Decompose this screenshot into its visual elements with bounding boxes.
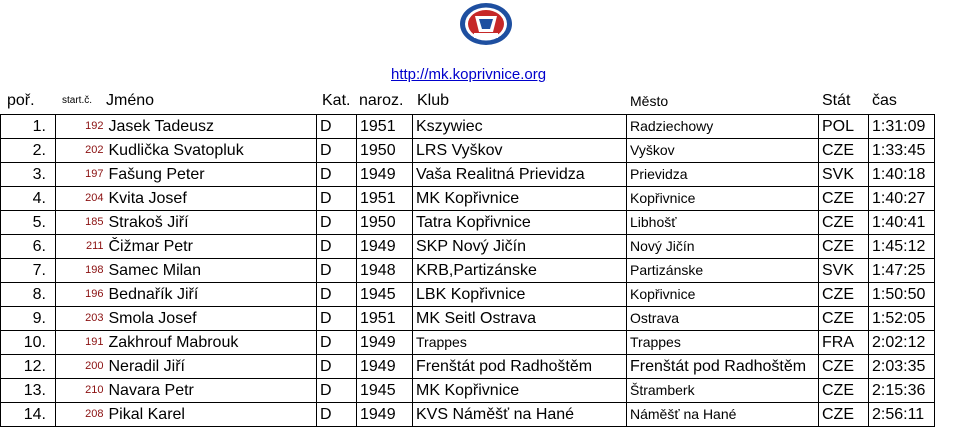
cell-naroz: 1948	[357, 259, 413, 283]
table-row	[1, 307, 935, 331]
cell-klub: Tatra Kopřivnice	[413, 211, 627, 235]
cell-naroz: 1949	[357, 163, 413, 187]
cell-kat: D	[317, 235, 357, 259]
cell-kat: D	[317, 355, 357, 379]
cell-kat: D	[317, 187, 357, 211]
cell-name: Smola Josef	[106, 307, 317, 331]
table-row	[1, 163, 935, 187]
cell-start: 197	[56, 163, 106, 187]
cell-kat: D	[317, 259, 357, 283]
cell-por: 4.	[1, 187, 56, 211]
cell-kat: D	[317, 139, 357, 163]
cell-cas: 1:31:09	[869, 115, 935, 139]
table-row	[1, 259, 935, 283]
table-row	[1, 379, 935, 403]
cell-por: 1.	[1, 115, 56, 139]
table-row	[1, 235, 935, 259]
cell-klub: Frenštát pod Radhoštěm	[413, 355, 627, 379]
cell-por: 2.	[1, 139, 56, 163]
cell-start: 204	[56, 187, 106, 211]
cell-mesto: Kopřivnice	[627, 283, 819, 307]
cell-name: Navara Petr	[106, 379, 317, 403]
cell-name: Fašung Peter	[106, 163, 317, 187]
cell-kat: D	[317, 331, 357, 355]
cell-mesto: Frenštát pod Radhoštěm	[627, 355, 819, 379]
cell-name: Jasek Tadeusz	[106, 115, 317, 139]
cell-kat: D	[317, 307, 357, 331]
cell-kat: D	[317, 283, 357, 307]
cell-start: 196	[56, 283, 106, 307]
cell-mesto: Vyškov	[627, 139, 819, 163]
table-row	[1, 331, 935, 355]
cell-name: Bednařík Jiří	[106, 283, 317, 307]
table-row	[1, 283, 935, 307]
cell-naroz: 1949	[357, 403, 413, 427]
header-por: poř.	[7, 92, 35, 109]
cell-klub: LRS Vyškov	[413, 139, 627, 163]
cell-stat: SVK	[819, 163, 869, 187]
cell-klub: MK Kopřivnice	[413, 187, 627, 211]
cell-mesto: Trappes	[627, 331, 819, 355]
cell-naroz: 1951	[357, 187, 413, 211]
cell-start: 210	[56, 379, 106, 403]
cell-mesto: Partizánske	[627, 259, 819, 283]
cell-cas: 2:03:35	[869, 355, 935, 379]
cell-por: 14.	[1, 403, 56, 427]
cell-start: 185	[56, 211, 106, 235]
cell-start: 202	[56, 139, 106, 163]
cell-klub: LBK Kopřivnice	[413, 283, 627, 307]
cell-klub: MK Seitl Ostrava	[413, 307, 627, 331]
cell-name: Samec Milan	[106, 259, 317, 283]
cell-stat: POL	[819, 115, 869, 139]
cell-por: 12.	[1, 355, 56, 379]
cell-mesto: Libhošť	[627, 211, 819, 235]
cell-stat: SVK	[819, 259, 869, 283]
cell-stat: CZE	[819, 307, 869, 331]
cell-start: 211	[56, 235, 106, 259]
cell-start: 192	[56, 115, 106, 139]
cell-por: 8.	[1, 283, 56, 307]
cell-stat: CZE	[819, 139, 869, 163]
cell-stat: CZE	[819, 379, 869, 403]
cell-naroz: 1951	[357, 307, 413, 331]
cell-start: 191	[56, 331, 106, 355]
cell-name: Kvita Josef	[106, 187, 317, 211]
cell-mesto: Ostrava	[627, 307, 819, 331]
cell-kat: D	[317, 379, 357, 403]
cell-naroz: 1951	[357, 115, 413, 139]
cell-mesto: Kopřivnice	[627, 187, 819, 211]
table-row	[1, 355, 935, 379]
cell-mesto: Nový Jičín	[627, 235, 819, 259]
cell-stat: FRA	[819, 331, 869, 355]
cell-por: 3.	[1, 163, 56, 187]
cell-cas: 1:33:45	[869, 139, 935, 163]
cell-klub: MK Kopřivnice	[413, 379, 627, 403]
cell-name: Kudlička Svatopluk	[106, 139, 317, 163]
cell-cas: 1:47:25	[869, 259, 935, 283]
cell-name: Neradil Jiří	[106, 355, 317, 379]
header-mesto: Město	[630, 93, 669, 109]
cell-kat: D	[317, 403, 357, 427]
cell-stat: CZE	[819, 187, 869, 211]
results-table	[0, 114, 935, 427]
cell-cas: 1:40:41	[869, 211, 935, 235]
cell-naroz: 1950	[357, 211, 413, 235]
cell-por: 5.	[1, 211, 56, 235]
cell-start: 203	[56, 307, 106, 331]
cell-start: 198	[56, 259, 106, 283]
cell-mesto: Radziechowy	[627, 115, 819, 139]
header-klub: Klub	[417, 92, 450, 109]
cell-por: 9.	[1, 307, 56, 331]
cell-por: 10.	[1, 331, 56, 355]
table-row	[1, 187, 935, 211]
seal-logo-icon	[458, 2, 514, 46]
cell-kat: D	[317, 115, 357, 139]
cell-klub: KRB,Partizánske	[413, 259, 627, 283]
cell-mesto: Prievidza	[627, 163, 819, 187]
cell-por: 6.	[1, 235, 56, 259]
cell-mesto: Náměšť na Hané	[627, 403, 819, 427]
cell-klub: Kszywiec	[413, 115, 627, 139]
header-cas: čas	[872, 92, 897, 109]
cell-stat: CZE	[819, 235, 869, 259]
cell-mesto: Štramberk	[627, 379, 819, 403]
table-row	[1, 211, 935, 235]
cell-cas: 2:56:11	[869, 403, 935, 427]
header-kat: Kat.	[322, 92, 351, 109]
website-link[interactable]: http://mk.koprivnice.org	[391, 66, 547, 83]
header-naroz: naroz.	[359, 92, 404, 109]
table-row	[1, 115, 935, 139]
cell-kat: D	[317, 211, 357, 235]
cell-por: 7.	[1, 259, 56, 283]
cell-stat: CZE	[819, 283, 869, 307]
cell-stat: CZE	[819, 355, 869, 379]
cell-naroz: 1949	[357, 355, 413, 379]
cell-naroz: 1945	[357, 283, 413, 307]
cell-cas: 1:40:27	[869, 187, 935, 211]
header-jmeno: Jméno	[106, 92, 155, 109]
table-header	[0, 90, 959, 112]
cell-name: Čižmar Petr	[106, 235, 317, 259]
cell-stat: CZE	[819, 211, 869, 235]
table-row	[1, 403, 935, 427]
cell-klub: SKP Nový Jičín	[413, 235, 627, 259]
cell-por: 13.	[1, 379, 56, 403]
cell-klub: Trappes	[413, 331, 627, 355]
cell-cas: 1:52:05	[869, 307, 935, 331]
cell-name: Zakhrouf Mabrouk	[106, 331, 317, 355]
header-start: start.č.	[62, 95, 93, 106]
cell-start: 200	[56, 355, 106, 379]
cell-cas: 1:50:50	[869, 283, 935, 307]
cell-naroz: 1949	[357, 235, 413, 259]
header-stat: Stát	[822, 92, 851, 109]
cell-start: 208	[56, 403, 106, 427]
cell-stat: CZE	[819, 403, 869, 427]
cell-name: Pikal Karel	[106, 403, 317, 427]
cell-cas: 2:15:36	[869, 379, 935, 403]
cell-naroz: 1949	[357, 331, 413, 355]
cell-kat: D	[317, 163, 357, 187]
cell-naroz: 1950	[357, 139, 413, 163]
cell-cas: 1:40:18	[869, 163, 935, 187]
cell-name: Strakoš Jiří	[106, 211, 317, 235]
cell-klub: Vaša Realitná Prievidza	[413, 163, 627, 187]
cell-cas: 1:45:12	[869, 235, 935, 259]
cell-naroz: 1945	[357, 379, 413, 403]
cell-klub: KVS Náměšť na Hané	[413, 403, 627, 427]
cell-cas: 2:02:12	[869, 331, 935, 355]
table-row	[1, 139, 935, 163]
